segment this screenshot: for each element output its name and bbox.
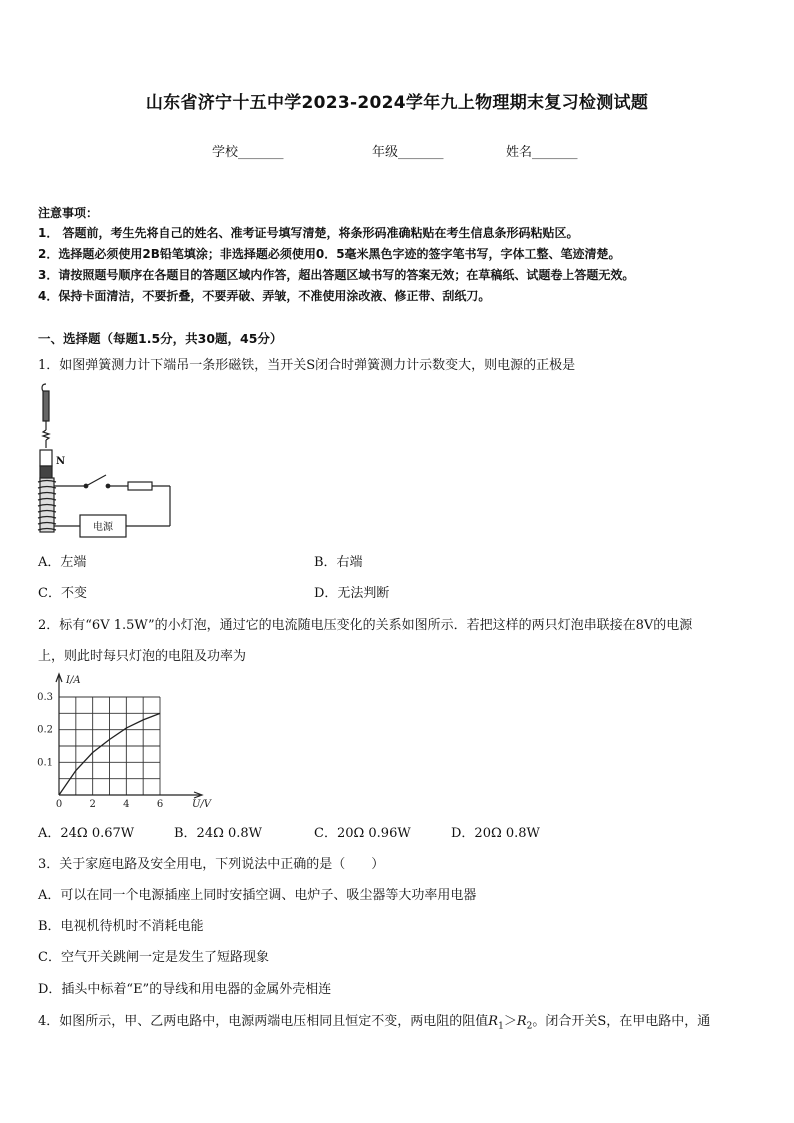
q1-circuit-figure xyxy=(36,378,176,538)
y-tick-label: 0.1 xyxy=(37,757,53,769)
q2-option-c[interactable]: C．20Ω 0.96W xyxy=(314,826,411,841)
magnet-s-end-icon xyxy=(40,450,52,466)
q3-option-b[interactable]: B．电视机待机时不消耗电能 xyxy=(38,919,204,934)
resistor-icon xyxy=(128,482,152,490)
q1-stem: 1．如图弹簧测力计下端吊一条形磁铁，当开关S闭合时弹簧测力计示数变大，则电源的正极是 xyxy=(38,358,576,373)
q3-option-d[interactable]: D．插头中标着“E”的导线和用电器的金属外壳相连 xyxy=(38,982,332,997)
pole-label: N xyxy=(56,456,66,467)
x-axis-label: U/V xyxy=(192,799,212,810)
q4-stem-part-a: 4．如图所示，甲、乙两电路中，电源两端电压相同且恒定不变，两电阻的阻值 xyxy=(38,1014,489,1029)
power-source-label: 电源 xyxy=(93,522,113,533)
x-tick-label: 4 xyxy=(123,799,130,810)
q4-stem xyxy=(38,1010,710,1032)
q3-stem: 3．关于家庭电路及安全用电，下列说法中正确的是（ ） xyxy=(38,857,385,872)
x-tick-label: 2 xyxy=(89,799,96,810)
q1-option-d[interactable]: D．无法判断 xyxy=(314,586,390,601)
chart-grid xyxy=(59,697,160,795)
x-tick-label: 0 xyxy=(55,799,63,810)
q4-stem-part-b: 。闭合开关S，在甲电路中，通 xyxy=(532,1014,711,1029)
r2-symbol: R xyxy=(516,1014,527,1029)
r1-symbol: R xyxy=(488,1014,499,1029)
grade-field[interactable]: 年级_______ xyxy=(372,145,444,160)
q3-option-a[interactable]: A．可以在同一个电源插座上同时安插空调、电炉子、吸尘器等大功率用电器 xyxy=(38,888,477,903)
spring-scale-icon xyxy=(43,391,49,421)
q2-option-b[interactable]: B．24Ω 0.8W xyxy=(174,826,263,841)
note-item: 4．保持卡面清洁，不要折叠，不要弄破、弄皱，不准使用涂改液、修正带、刮纸刀。 xyxy=(38,289,491,303)
note-item: 2．选择题必须使用2B铅笔填涂；非选择题必须使用0．5毫米黑色字迹的签字笔书写，字体工整、笔迹清楚。 xyxy=(38,247,621,261)
q1-option-b[interactable]: B．右端 xyxy=(314,555,363,570)
q3-option-c[interactable]: C．空气开关跳闸一定是发生了短路现象 xyxy=(38,950,269,965)
school-field[interactable]: 学校_______ xyxy=(212,145,284,160)
q2-stem-line1: 2．标有“6V 1.5W”的小灯泡，通过它的电流随电压变化的关系如图所示．若把这样的两只灯泡串联接在8V的电源 xyxy=(38,618,693,633)
note-item: 3．请按照题号顺序在各题目的答题区域内作答，超出答题区域书写的答案无效；在草稿纸、试题卷上答题无效。 xyxy=(38,268,635,282)
q2-stem-line2: 上，则此时每只灯泡的电阻及功率为 xyxy=(38,649,247,664)
notes-heading: 注意事项： xyxy=(38,206,99,220)
r1-subscript: 1 xyxy=(498,1021,504,1032)
q1-option-a[interactable]: A．左端 xyxy=(38,555,87,570)
q2-option-d[interactable]: D．20Ω 0.8W xyxy=(451,826,540,841)
r2-subscript: 2 xyxy=(526,1021,533,1032)
y-tick-label: 0.3 xyxy=(37,692,53,703)
page-title: 山东省济宁十五中学2023-2024学年九上物理期末复习检测试题 xyxy=(145,93,649,113)
y-tick-label: 0.2 xyxy=(37,724,53,736)
gt-symbol: ＞ xyxy=(503,1014,517,1029)
q2-option-a[interactable]: A．24Ω 0.67W xyxy=(38,826,135,841)
y-axis-label: I/A xyxy=(66,675,81,686)
q1-option-c[interactable]: C．不变 xyxy=(38,586,87,601)
x-tick-label: 6 xyxy=(156,799,164,810)
note-item: 1． 答题前，考生先将自己的姓名、准考证号填写清楚，将条形码准确粘贴在考生信息条形码粘贴区。 xyxy=(38,226,579,240)
q2-iu-chart xyxy=(30,670,230,812)
chart-axes xyxy=(56,674,202,798)
section-heading: 一、选择题（每题1.5分，共30题，45分） xyxy=(38,331,283,346)
name-field[interactable]: 姓名_______ xyxy=(506,145,578,160)
